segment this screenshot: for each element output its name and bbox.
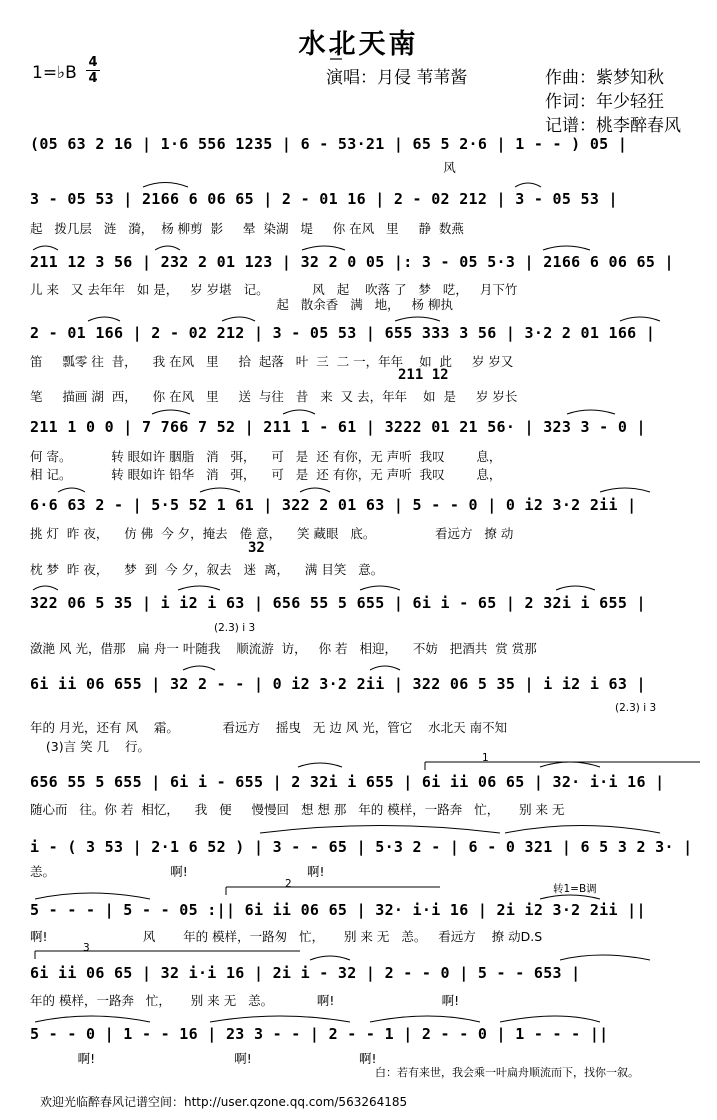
lyric-row-9: 随心而 往。你 若 相忆， 我 便 慢慢回 想 想 那 年的 模样，一路奔 忙， 别 来 无: [30, 802, 565, 817]
alt-notes-2: 32: [248, 540, 265, 556]
lyric-row-12: 年的 模样，一路奔 忙， 别 来 无 恙。 啊! 啊!: [30, 993, 460, 1008]
spoken-footnote: 白：若有来世，我会乘一叶扁舟顺流而下，找你一叙。: [375, 1066, 639, 1079]
lyric-row-1: 风: [30, 160, 456, 175]
lyric-row-8a: 年的 月光，还有 风 霜。 看远方 摇曳 无 边 风 光，管它 水北天 南不知: [30, 720, 508, 735]
footer-website: 欢迎光临醉春风记谱空间：http://user.qzone.qq.com/563264185: [40, 1095, 408, 1109]
lyric-row-5a: 何 寄。 转 眼如许 胭脂 消 弭， 可 是 还 有你，无 声听 我叹 息，: [30, 449, 502, 464]
lyric-row-8b: (3)言 笑 几 行。: [30, 739, 150, 754]
lyric-row-3a: 儿 来 又 去年年 如 是， 岁 岁堪 记。 风 起 吹落 了 梦 呓， 月下竹: [30, 282, 518, 297]
lyric-row-4a: 笛 瓢零 往 昔， 我 在风 里 拾 起落 叶 三 二 一，年年 如 此 岁 岁又: [30, 354, 514, 369]
composer-credit: 作曲：紫梦知秋: [545, 68, 664, 88]
lyric-row-6b: 枕 梦 昨 夜， 梦 到 今 夕，叙去 迷 离， 满 目笑 意。: [30, 562, 384, 577]
volta-2: 2: [285, 878, 292, 890]
singer-credit: 演唱：月侵 苇苇酱: [326, 68, 468, 88]
alt-23-b: (2.3) i 3: [615, 702, 657, 714]
time-signature: [86, 56, 100, 85]
lyric-row-3b: 起 散余香 满 地， 杨 柳执: [30, 297, 454, 312]
volta-3: 3: [83, 942, 90, 954]
lyric-row-4b: 笔 描画 湖 西， 你 在风 里 送 与往 昔 来 又 去，年年 如 是 岁 岁长: [30, 389, 518, 404]
transcriber-credit: 记谱：桃李醉春风: [545, 116, 681, 136]
lyric-row-10: 恙。 啊! 啊!: [30, 864, 325, 879]
lyric-row-2: 起 拨几层 涟 漪， 杨 柳剪 影 晕 染湖 堤 你 在风 里 静 数燕: [30, 221, 464, 236]
notation-row-7: 322 06 5 35 | i i2 i 63 | 656 55 5 655 | 6i i - 65 | 2 32i i 655 |: [30, 594, 646, 612]
notation-row-9: 656 55 5 655 | 6i i - 655 | 2 32i i 655 | 6i ii 06 65 | 32· i·i 16 |: [30, 773, 665, 791]
notation-row-12: 6i ii 06 65 | 32 i·i 16 | 2i i - 32 | 2 - - 0 | 5 - - 653 |: [30, 964, 581, 982]
meter-top: 4: [88, 55, 98, 70]
song-title: 水北天南: [298, 29, 419, 60]
notation-row-2: 3 - 05 53 | 2166 6 06 65 | 2 - 01 16 | 2 - 02 212 | 3 - 05 53 |: [30, 190, 618, 208]
alt-23-a: (2.3) i 3: [214, 622, 256, 634]
lyric-row-6a: 挑 灯 昨 夜， 仿 佛 今 夕，掩去 倦 意， 笑 藏眼 底。 看远方 撩 动: [30, 526, 514, 541]
meter-bottom: 4: [88, 71, 98, 86]
volta-1: 1: [482, 752, 489, 764]
notation-row-6: 6·6 63 2 - | 5·5 52 1 61 | 322 2 01 63 | 5 - - 0 | 0 i2 3·2 2ii |: [30, 496, 637, 514]
lyric-row-13: 啊! 啊! 啊!: [30, 1051, 377, 1066]
modulation-mark: 转1=B调: [553, 883, 597, 895]
notation-row-8: 6i ii 06 655 | 32 2 - - | 0 i2 3·2 2ii | 322 06 5 35 | i i2 i 63 |: [30, 675, 646, 693]
notation-row-13: 5 - - 0 | 1 - - 16 | 23 3 - - | 2 - - 1 | 2 - - 0 | 1 - - - ||: [30, 1025, 609, 1043]
lyric-row-11: 啊! 风 年的 模样，一路匆 忙， 别 来 无 恙。 看远方 撩 动D.S: [30, 929, 543, 944]
lyric-row-5b: 相 记。 转 眼如许 铅华 消 弭， 可 是 还 有你，无 声听 我叹 息，: [30, 467, 502, 482]
notation-row-4: 2 - 01 166 | 2 - 02 212 | 3 - 05 53 | 655 333 3 56 | 3·2 2 01 166 |: [30, 324, 656, 342]
key-signature: 1=♭B: [32, 63, 77, 83]
alt-notes-1: 211 12: [398, 367, 449, 383]
notation-row-11: 5 - - - | 5 - - 05 :|| 6i ii 06 65 | 32· i·i 16 | 2i i2 3·2 2ii ||: [30, 901, 646, 919]
notation-row-10: i - ( 3 53 | 2·1 6 52 ) | 3 - - 65 | 5·3 2 - | 6 - 0 321 | 6 5 3 2 3· |: [30, 838, 693, 856]
notation-row-1: (05 63 2 16 | 1·6 556 1235 | 6 - 53·21 | 65 5 2·6 | 1 - - ) 05 |: [30, 135, 628, 153]
lyric-row-7: 潋滟 风 光，借那 扁 舟一 叶随我 顺流游 访， 你 若 相迎， 不妨 把酒共 赏 赏那: [30, 641, 537, 656]
lyricist-credit: 作词：年少轻狂: [545, 92, 664, 112]
notation-row-5: 211 1 0 0 | 7 766 7 52 | 211 1 - 61 | 3222 01 21 56· | 323 3 - 0 |: [30, 418, 646, 436]
notation-row-3: 211 12 3 56 | 232 2 01 123 | 32 2 0 05 |: 3 - 05 5·3 | 2166 6 06 65 |: [30, 253, 674, 271]
